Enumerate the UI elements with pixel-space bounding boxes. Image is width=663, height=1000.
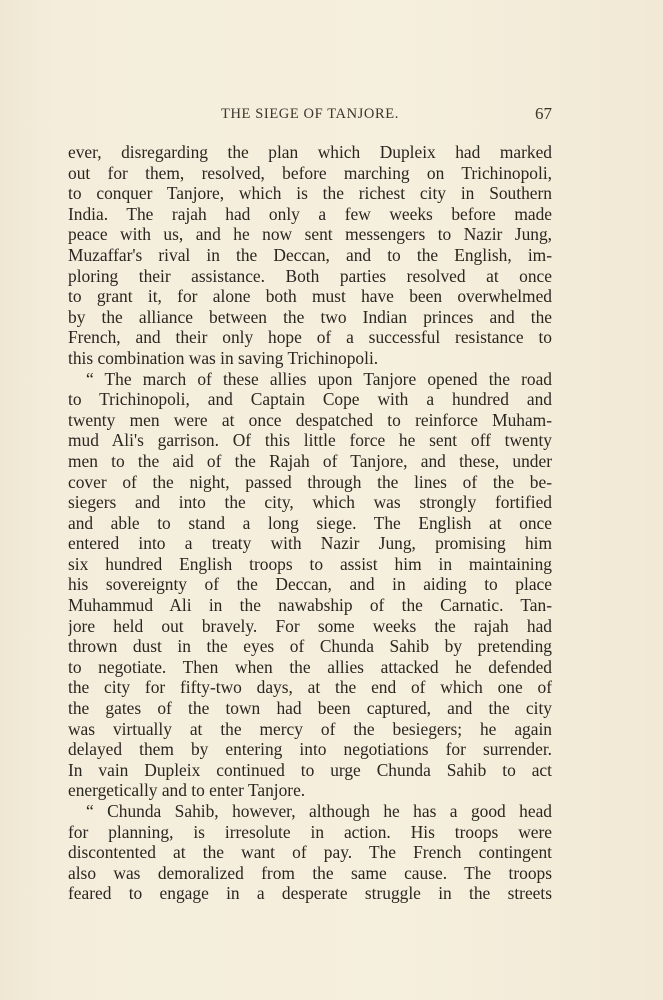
text-line: peace with us, and he now sent messengers to Nazir Jung, [68,224,552,245]
text-line: jore held out bravely. For some weeks the rajah had [68,615,552,636]
text-line: his sovereignty of the Deccan, and in aiding to place [68,574,552,595]
body-text [68,142,552,904]
text-line: “ The march of these allies upon Tanjore opened the road [86,368,552,389]
text-line: feared to engage in a desperate struggle in the streets [68,883,552,904]
text-line: entered into a treaty with Nazir Jung, promising him [68,533,552,554]
text-line: In vain Dupleix continued to urge Chunda Sahib to act [68,759,552,780]
text-line: for planning, is irresolute in action. His troops were [68,821,552,842]
page-number: 67 [535,104,552,123]
text-line: Muzaffar's rival in the Deccan, and to the English, im- [68,244,552,265]
text-line: and able to stand a long siege. The English at once [68,512,552,533]
text-line: India. The rajah had only a few weeks before made [68,203,552,224]
running-head: THE SIEGE OF TANJORE. [221,106,399,122]
text-line: six hundred English troops to assist him in maintaining [68,553,552,574]
text-line: mud Ali's garrison. Of this little force he sent off twenty [68,430,552,451]
text-line: thrown dust in the eyes of Chunda Sahib by pretending [68,636,552,657]
text-line: ploring their assistance. Both parties resolved at once [68,265,552,286]
text-line: discontented at the want of pay. The French contingent [68,842,552,863]
text-line: “ Chunda Sahib, however, although he has a good head [86,801,552,821]
text-line: French, and their only hope of a successful resistance to [68,327,552,348]
text-line: to Trichinopoli, and Captain Cope with a hundred and [68,389,552,410]
text-line: by the alliance between the two Indian princes and the [68,306,552,327]
text-line: was virtually at the mercy of the besiegers; he again [68,718,552,739]
text-line: men to the aid of the Rajah of Tanjore, and these, under [68,450,552,471]
text-line: out for them, resolved, before marching on Trichinopoli, [68,162,552,183]
text-line: to grant it, for alone both must have been overwhelmed [68,286,552,307]
text-line: this combination was in saving Trichinopoli. [68,347,379,368]
text-line: Muhammud Ali in the nawabship of the Carnatic. Tan- [68,595,552,616]
text-line: energetically and to enter Tanjore. [68,780,306,801]
text-line: the gates of the town had been captured, and the city [68,698,552,719]
text-line: the city for fifty-two days, at the end of which one of [68,677,552,698]
text-line: to conquer Tanjore, which is the richest city in Southern [68,183,552,204]
text-line: siegers and into the city, which was strongly fortified [68,492,552,513]
text-line: twenty men were at once despatched to reinforce Muham- [68,409,552,430]
text-line: cover of the night, passed through the lines of the be- [68,471,552,492]
text-line: ever, disregarding the plan which Dupleix had marked [68,142,552,162]
text-line: to negotiate. Then when the allies attacked he defended [68,656,552,677]
text-line: delayed them by entering into negotiations for surrender. [68,739,552,760]
text-line: also was demoralized from the same cause. The troops [68,862,552,883]
page-header [68,106,552,130]
